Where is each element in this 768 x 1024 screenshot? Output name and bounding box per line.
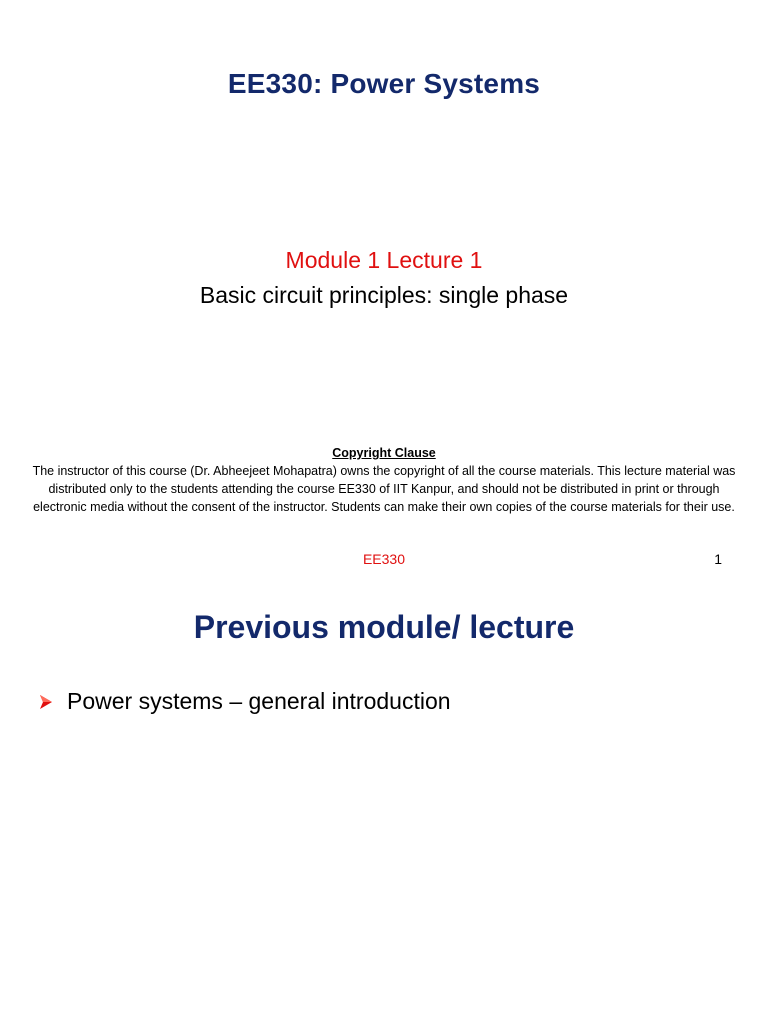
- copyright-text: The instructor of this course (Dr. Abheejeet Mohapatra) owns the copyright of all the course materials. This lecture material was distributed only to the students attending the course EE330 of IIT Kanpur, and should not be distributed in print or through electronic media without the consent of the instructor. Students can make their own copies of the course materials for their use.: [32, 464, 736, 514]
- bullet-text: Power systems – general introduction: [67, 688, 451, 714]
- slide-subtitle: Basic circuit principles: single phase: [199, 282, 569, 308]
- slide-title: Previous module/ lecture: [193, 609, 575, 645]
- list-item: [38, 688, 451, 715]
- page-number: 1: [714, 551, 722, 567]
- slide-2: [0, 576, 768, 1024]
- copyright-block: [30, 444, 738, 516]
- footer-course-label: EE330: [362, 551, 406, 567]
- copyright-heading: Copyright Clause: [332, 446, 436, 460]
- arrow-bullet-icon: [38, 694, 54, 710]
- slide-title: EE330: Power Systems: [227, 68, 541, 99]
- module-label: Module 1 Lecture 1: [285, 247, 483, 273]
